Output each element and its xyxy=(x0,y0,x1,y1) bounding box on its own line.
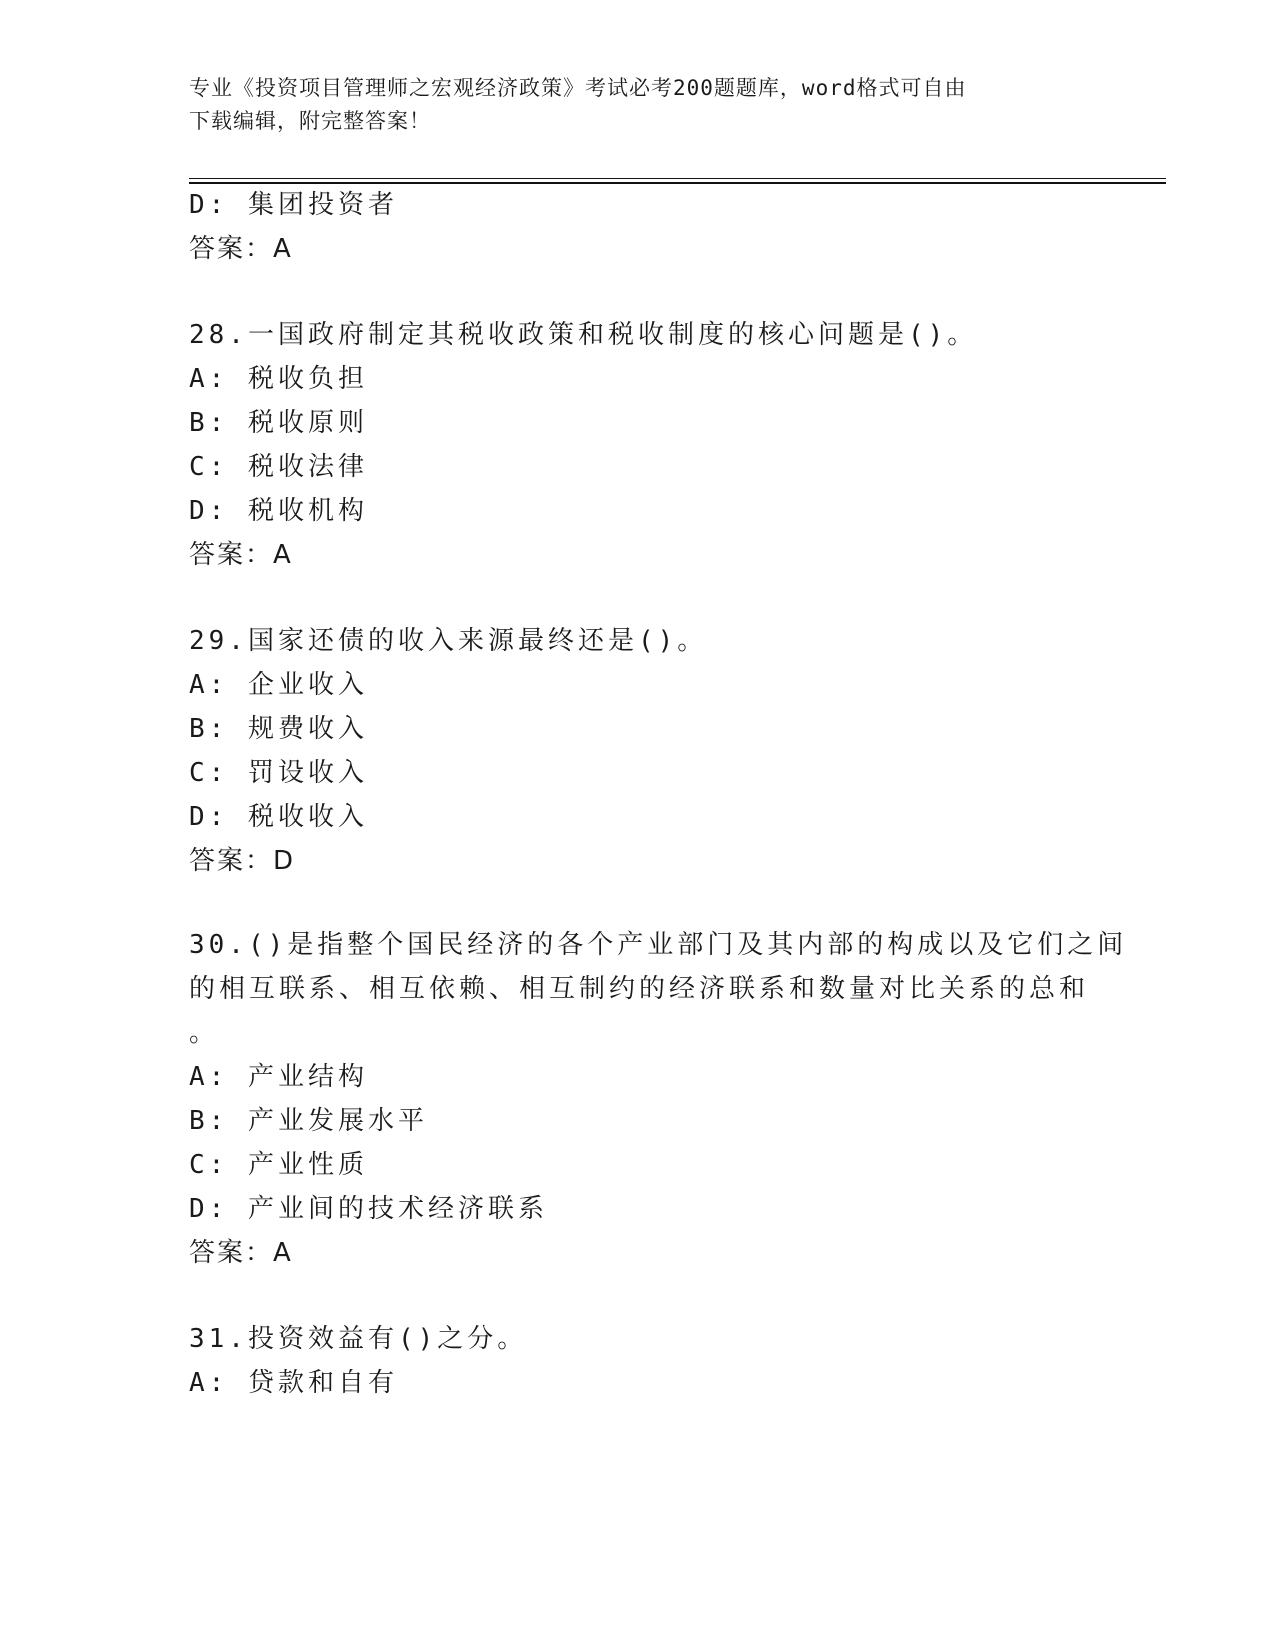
q27-answer: 答案：A xyxy=(189,234,293,264)
q28-option-c: C: 税收法律 xyxy=(189,452,368,482)
q27-option-d: D: 集团投资者 xyxy=(189,190,398,220)
q30-stem-line-3: 。 xyxy=(189,1018,220,1048)
q29-option-b: B: 规费收入 xyxy=(189,714,368,744)
header-line-1: 专业《投资项目管理师之宏观经济政策》考试必考200题题库，word格式可自由 xyxy=(189,76,967,100)
header-line-2: 下载编辑，附完整答案！ xyxy=(189,109,431,133)
q31-stem: 31.投资效益有()之分。 xyxy=(189,1324,528,1354)
q30-stem-line-2: 的相互联系、相互依赖、相互制约的经济联系和数量对比关系的总和 xyxy=(189,974,1090,1004)
q29-option-c: C: 罚设收入 xyxy=(189,758,368,788)
q28-stem: 28.一国政府制定其税收政策和税收制度的核心问题是()。 xyxy=(189,320,978,350)
document-header xyxy=(189,72,1089,138)
q30-stem-line-1: 30.()是指整个国民经济的各个产业部门及其内部的构成以及它们之间 xyxy=(189,930,1128,960)
q30-option-b: B: 产业发展水平 xyxy=(189,1106,428,1136)
q29-answer: 答案：D xyxy=(189,846,296,876)
q29-option-a: A: 企业收入 xyxy=(189,670,368,700)
header-divider-bottom xyxy=(189,182,1166,184)
q30-option-c: C: 产业性质 xyxy=(189,1150,368,1180)
q29-stem: 29.国家还债的收入来源最终还是()。 xyxy=(189,626,708,656)
q28-answer: 答案：A xyxy=(189,540,293,570)
q28-option-a: A: 税收负担 xyxy=(189,364,368,394)
q28-option-b: B: 税收原则 xyxy=(189,408,368,438)
q30-option-a: A: 产业结构 xyxy=(189,1062,368,1092)
q30-answer: 答案：A xyxy=(189,1238,293,1268)
q30-option-d: D: 产业间的技术经济联系 xyxy=(189,1194,548,1224)
q31-option-a: A: 贷款和自有 xyxy=(189,1368,398,1398)
q28-option-d: D: 税收机构 xyxy=(189,496,368,526)
q29-option-d: D: 税收收入 xyxy=(189,802,368,832)
header-divider-top xyxy=(189,178,1166,179)
